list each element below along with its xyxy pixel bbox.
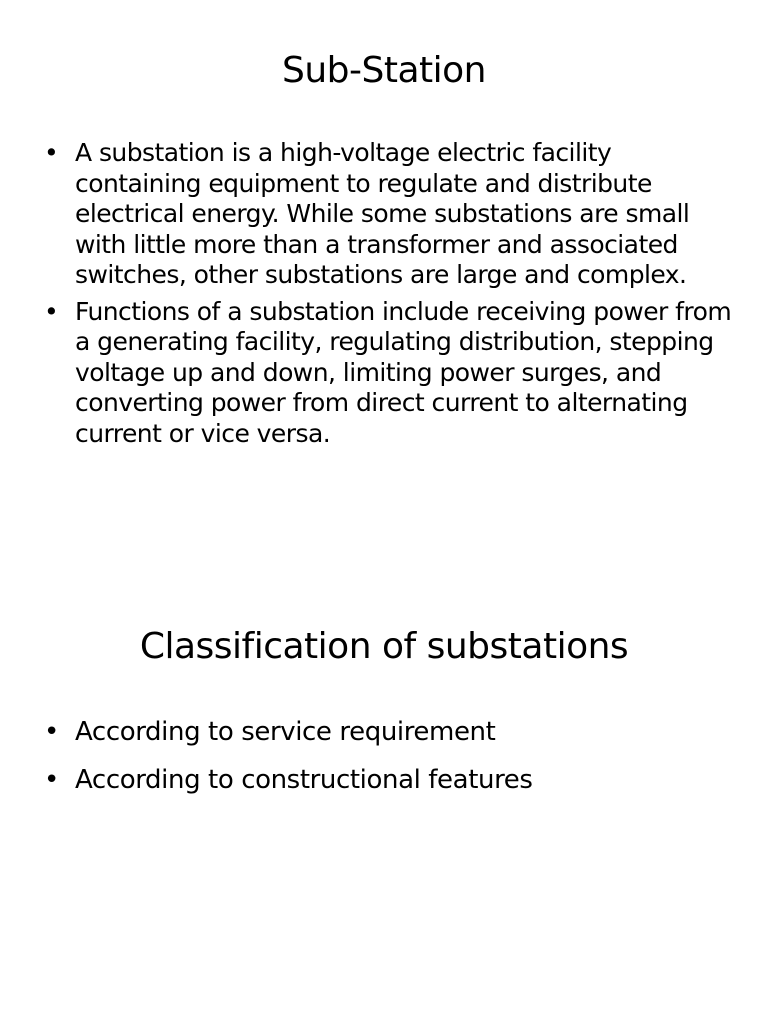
bullet-icon: •: [44, 296, 59, 326]
slide-title: Classification of substations: [139, 626, 629, 667]
bullet-icon: •: [44, 138, 59, 167]
bullet-item: [44, 714, 734, 750]
slide-classification: [0, 512, 768, 1024]
bullet-item: [44, 297, 734, 450]
bullet-icon: •: [44, 765, 59, 795]
bullet-text: According to service requirement: [75, 717, 496, 747]
bullet-list: [44, 138, 734, 449]
bullet-item: [44, 762, 734, 798]
bullet-icon: •: [44, 717, 59, 747]
bullet-item: [44, 138, 734, 291]
bullet-text: According to constructional features: [75, 765, 533, 795]
bullet-list: [44, 714, 734, 798]
bullet-text: A substation is a high-voltage electric facility containing equipment to regulate and distribute electrical energy. While some substations are small with little more than a transformer and associated switches, other substations are large and complex.: [75, 138, 690, 289]
bullet-text: Functions of a substation include receiving power from a generating facility, regulating distribution, stepping voltage up and down, limiting power surges, and converting power from direct current to alternating current or vice versa.: [75, 296, 732, 448]
slide-title: Sub-Station: [282, 50, 486, 91]
